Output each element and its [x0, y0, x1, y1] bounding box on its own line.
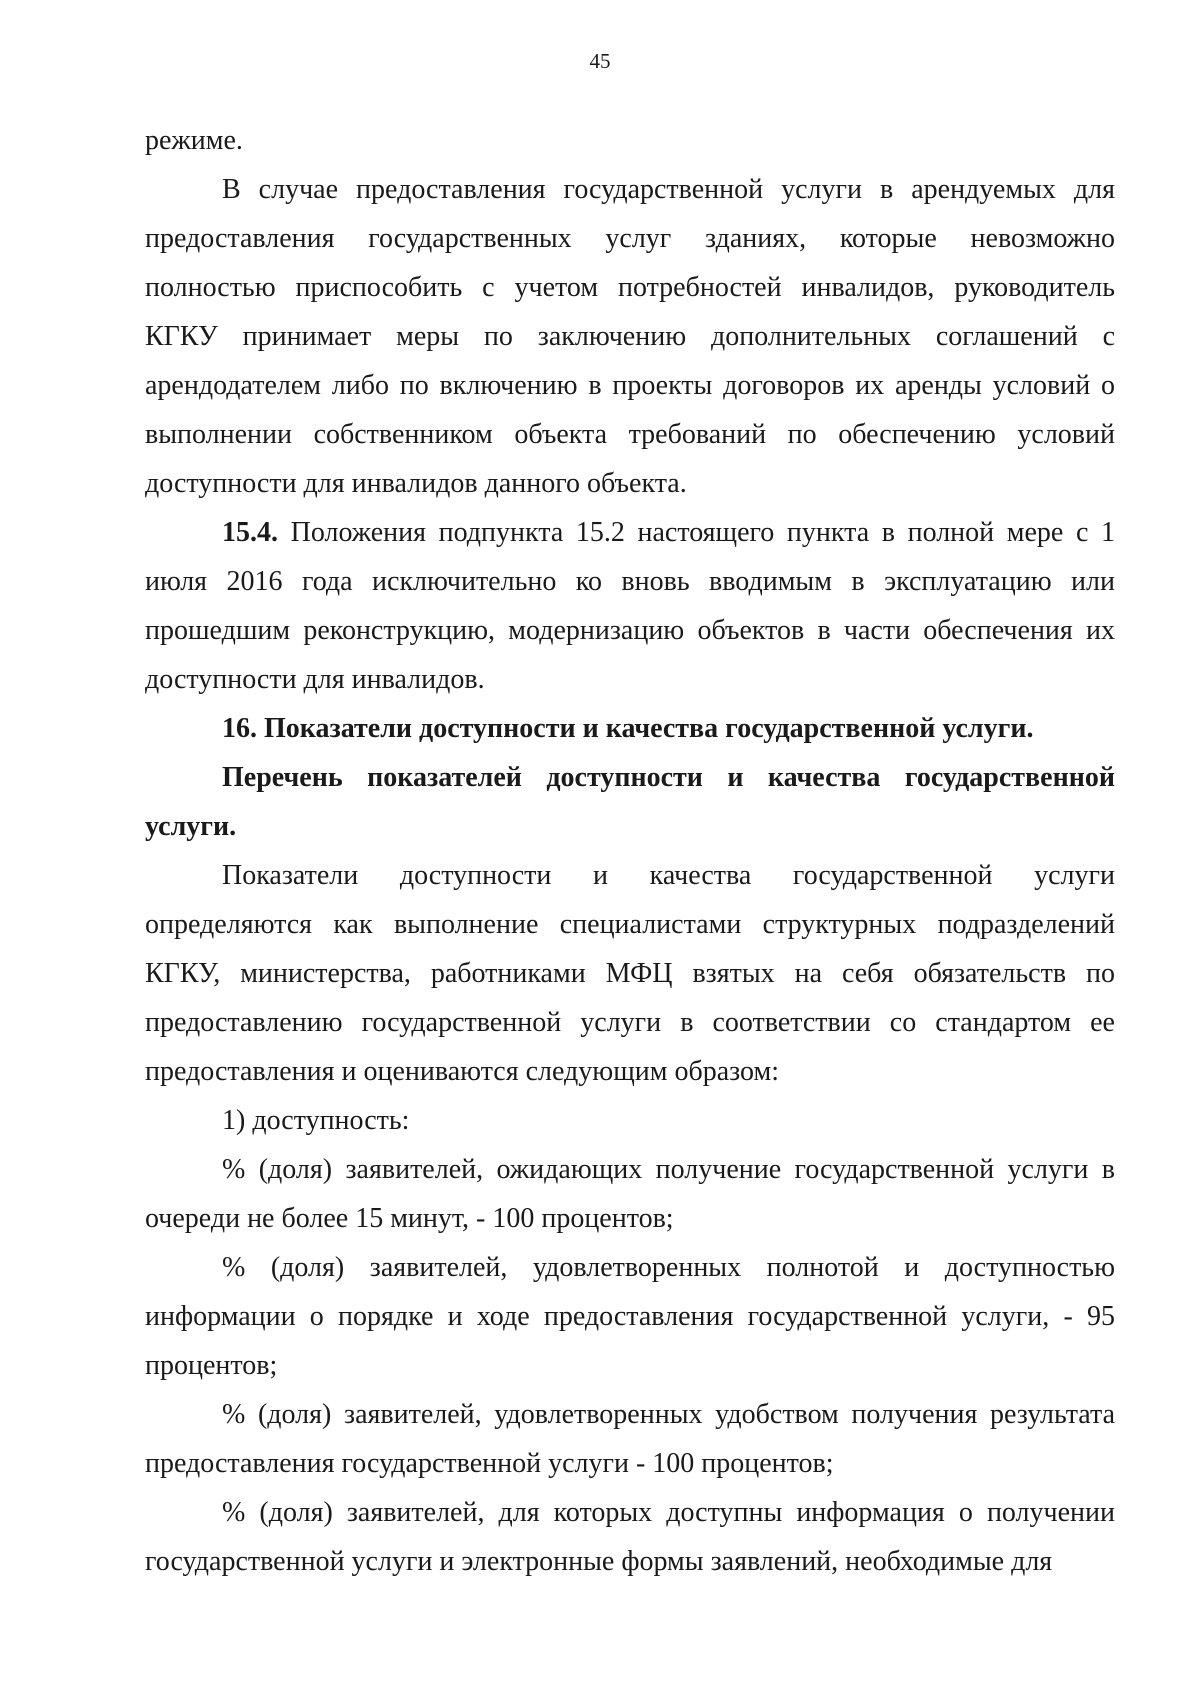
section-subheading: Перечень показателей доступности и качества государственной услуги.: [145, 762, 1115, 842]
section-heading-16: 16. Показатели доступности и качества государственной услуги.: [222, 713, 1034, 744]
clause-text: Положения подпункта 15.2 настоящего пункта в полной мере с 1 июля 2016 года исключительно ко вновь вводимым в эксплуатацию или прошедшим реконструкцию, модернизацию объектов в части обеспечения их доступности для инвалидов.: [145, 517, 1115, 695]
indicator-convenience: % (доля) заявителей, удовлетворенных удобством получения результата предоставления государственной услуги - 100 процентов;: [145, 1399, 1115, 1479]
indicator-electronic-forms: % (доля) заявителей, для которых доступны информация о получении государственной услуги и электронные формы заявлений, необходимые для: [145, 1497, 1115, 1577]
paragraph-indicators: Показатели доступности и качества государственной услуги определяются как выполнение специалистами структурных подразделений КГКУ, министерства, работниками МФЦ взятых на себя обязательств по предоставлению государственной услуги в соответствии со стандартом ее предоставления и оцениваются следующим образом:: [145, 860, 1115, 1087]
paragraph-rented-buildings: В случае предоставления государственной услуги в арендуемых для предоставления государственных услуг зданиях, которые невозможно полностью приспособить с учетом потребностей инвалидов, руководитель КГКУ принимает меры по заключению дополнительных соглашений с арендодателем либо по включению в проекты договоров их аренды условий о выполнении собственником объекта требований по обеспечению условий доступности для инвалидов данного объекта.: [145, 174, 1115, 499]
list-item-accessibility: 1) доступность:: [222, 1105, 410, 1136]
paragraph-continuation: режиме.: [145, 125, 243, 156]
indicator-information: % (доля) заявителей, удовлетворенных полнотой и доступностью информации о порядке и ходе предоставления государственной услуги, - 95 процентов;: [145, 1252, 1115, 1381]
page-number: 45: [589, 49, 611, 73]
paragraph-15-4: [145, 508, 1115, 704]
clause-number: 15.4.: [222, 517, 278, 548]
document-body: [145, 116, 1115, 1586]
indicator-queue: % (доля) заявителей, ожидающих получение государственной услуги в очереди не более 15 минут, - 100 процентов;: [145, 1154, 1115, 1234]
